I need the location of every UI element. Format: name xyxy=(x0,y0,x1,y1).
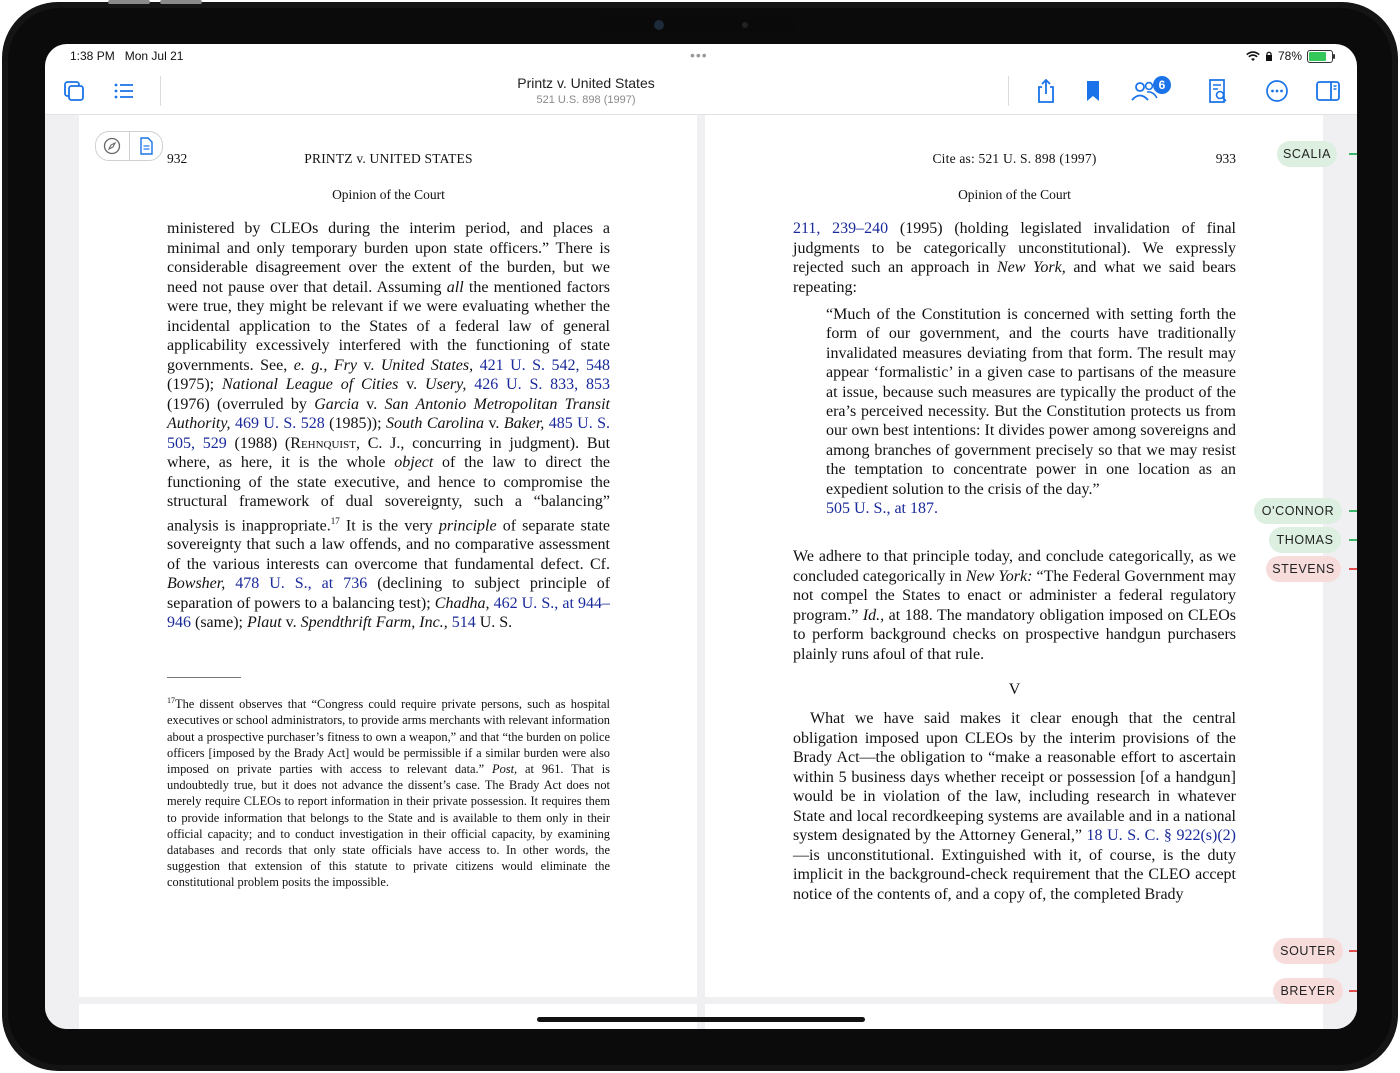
citation-link[interactable]: 462 U. S., at 944–946 xyxy=(167,594,610,632)
citation-link[interactable]: 421 U. S. 542, 548 xyxy=(479,356,611,374)
camera xyxy=(654,20,664,30)
footnote-17: $^{17}$The dissent observes that “Congress could require private persons, such as hospital executives or school administrators, to provide arms merchants with relevant information about a prospective purchaser’s fitness to own a weapon,” and that “the burden on police officers [imposed by the Brady Act] would be permissible if a similar burden were also imposed on private parties with access to relevant data.” Post, at 961. That is undoubtedly true, but it does not advance the dissent’s case. The Brady Act does not merely require CLEOs to report information in their private possession. It requires them to provide information that belongs to the State and is available to them only in their official capacity; and to conduct investigation in their official capacity, by examining databases and records that only state officials have access to. In other words, the suggestion that extension of this statute to private citizens would eliminate the constitutional problem posits the impossible. xyxy=(167,696,610,890)
screen xyxy=(45,44,1357,1029)
page-number: 932 xyxy=(167,151,188,166)
document-icon[interactable] xyxy=(129,132,163,160)
justice-marker xyxy=(1349,153,1357,155)
section-heading: Opinion of the Court xyxy=(332,187,445,202)
justice-marker xyxy=(1349,990,1357,992)
collaborators-badge: 6 xyxy=(1153,76,1171,94)
document-citation: 521 U.S. 898 (1997) xyxy=(536,94,636,106)
opinion-text: ministered by CLEOs during the interim period, and places a minimal and only temporary burden upon state officers.” There is considerable disagreement over the extent of the burden, but we need not pause over that detail. Assuming all the mentioned factors were true, they might be relevant if we were evaluating whether the incidental application to the States of a federal law of general applicability excessively interfered with the functioning of state governments. See, e. g., Fry v. United States, 421 U. S. 542, 548 (1975); National League of Cities v. Usery, 426 U. S. 833, 853 (1976) (overruled by Garcia v. San Antonio Metropolitan Transit Authority, 469 U. S. 528 (1985)); South Carolina v. Baker, 485 U. S. 505, 529 (1988) (Rehnquist, C. J., concurring in judgment). But where, as here, it is the whole object of the law to direct the functioning of the state executive, and hence to compromise the structural framework of dual sovereignty, such a “balancing” analysis is inappropriate.$^{17}$ It is the very principle of separate state sovereignty that such a law offends, and no comparative assessment of the various interests can overcome that fundamental defect. Cf. Bowsher, 478 U. S., at 736 (declining to subject principle of separation of powers to a balancing test); Chadha, 462 U. S., at 944–946 (same); Plaut v. Spendthrift Farm, Inc., 514 U. S. xyxy=(167,220,611,632)
citation-link[interactable]: 18 U. S. C. § 922(s)(2) xyxy=(1086,827,1236,844)
opinion-paragraph: We adhere to that principle today, and conclude categorically, as we concluded categorically in New York: “The Federal Government may not compel the States to enact or administer a federal regulatory program.” Id., at 188. The mandatory obligation imposed on CLEOs to perform background checks on prospective handgun purchasers plainly runs afoul of that rule. xyxy=(793,548,1237,663)
citation-link[interactable]: 478 U. S., at 736 xyxy=(235,575,368,593)
citation-link[interactable]: 426 U. S. 833, 853 xyxy=(474,376,611,393)
justice-tag-souter[interactable]: SOUTER xyxy=(1273,938,1343,964)
justice-tag-stevens[interactable]: STEVENS xyxy=(1266,556,1341,582)
toolbar xyxy=(45,68,1357,115)
opinion-paragraph: What we have said makes it clear enough that the central obligation imposed upon CLEOs by the interim provisions of the Brady Act—the obligation to “make a reasonable effort to ascertain within 5 business days whether receipt or possession [of a handgun] would be in violation of the law, including research in whatever State and local recordkeeping systems are available and in a national system designated by the Attorney General,” 18 U. S. C. § 922(s)(2)—is unconstitutional. Extinguished with it, of course, is the duty implicit in the background-check requirement that the CLEO accept notice of the contents of, and a copy of, the completed Brady xyxy=(793,710,1236,903)
footnote-ref[interactable]: 17 xyxy=(330,515,340,526)
home-indicator[interactable] xyxy=(537,1017,865,1022)
battery-icon xyxy=(1307,50,1333,63)
status-bar xyxy=(45,44,1357,68)
lock-rotation-icon xyxy=(1265,51,1273,62)
toolbar-separator xyxy=(1008,76,1009,106)
camera-sensor xyxy=(742,22,748,28)
page-933 xyxy=(705,115,1323,997)
justice-marker xyxy=(1349,510,1357,512)
status-right xyxy=(1246,49,1333,63)
document-viewer xyxy=(45,115,1357,1029)
opinion-paragraph: 211, 239–240 (1995) (holding legislated invalidation of final judgments to be categorically unconstitutional). We expressly rejected such an approach in New York, and what we said bears repeating: xyxy=(793,220,1237,296)
bookmark-icon[interactable] xyxy=(1080,78,1106,104)
justice-marker xyxy=(1349,568,1357,570)
page-932 xyxy=(79,115,697,997)
search-document-icon[interactable] xyxy=(1205,78,1231,104)
citation-link[interactable]: 505 U. S., at 187. xyxy=(826,500,938,518)
sidebar-icon[interactable] xyxy=(1315,78,1341,104)
footnote-divider xyxy=(167,677,241,678)
justice-tag-breyer[interactable]: BREYER xyxy=(1273,978,1343,1004)
justice-tag-thomas[interactable]: THOMAS xyxy=(1269,527,1341,553)
citation-link[interactable]: 485 U. S. 505, 529 xyxy=(167,415,611,452)
citation-link[interactable]: 469 U. S. 528 xyxy=(234,415,325,432)
status-time: 1:38 PM Mon Jul 21 xyxy=(70,49,184,63)
sensor-bar xyxy=(598,18,798,32)
wifi-icon xyxy=(1246,51,1260,62)
hardware-button xyxy=(160,0,202,4)
document-title: Printz v. United States xyxy=(517,75,655,91)
compass-icon[interactable] xyxy=(96,132,129,160)
citation-link[interactable]: 514 xyxy=(451,614,476,632)
page-number: 933 xyxy=(1215,151,1236,166)
running-head: PRINTZ v. UNITED STATES xyxy=(304,151,473,166)
citation-link[interactable]: 211, 239–240 xyxy=(793,220,889,237)
cite-as: Cite as: 521 U. S. 898 (1997) xyxy=(932,151,1097,166)
multitasking-dots-icon[interactable]: ••• xyxy=(690,47,708,63)
section-numeral: V xyxy=(1008,681,1021,698)
page-mini-toolbar xyxy=(95,131,163,161)
justice-marker xyxy=(1349,539,1357,541)
block-quote: “Much of the Constitution is concerned with setting forth the form of our government, and the courts have traditionally invalidated measures deviating from that form. The result may appear ‘formalistic’ in a given case to partisans of the measure at issue, because such measures are typically the product of the era’s perceived necessity. But the Constitution protects us from our own best intentions: It divides power among sovereigns and among branches of government precisely so that we may resist the temptation to concentrate power in one location as an expedient solution to the crisis of the day.” 505 U. S., at 187. xyxy=(826,306,1236,518)
justice-tag-scalia[interactable]: SCALIA xyxy=(1277,141,1337,167)
hardware-button xyxy=(108,0,150,4)
section-heading: Opinion of the Court xyxy=(958,187,1071,202)
more-icon[interactable] xyxy=(1264,78,1290,104)
battery-percent: 78% xyxy=(1277,49,1302,63)
share-icon[interactable] xyxy=(1033,78,1059,104)
justice-marker xyxy=(1349,950,1357,952)
justice-tag-oconnor[interactable]: O'CONNOR xyxy=(1254,498,1342,524)
